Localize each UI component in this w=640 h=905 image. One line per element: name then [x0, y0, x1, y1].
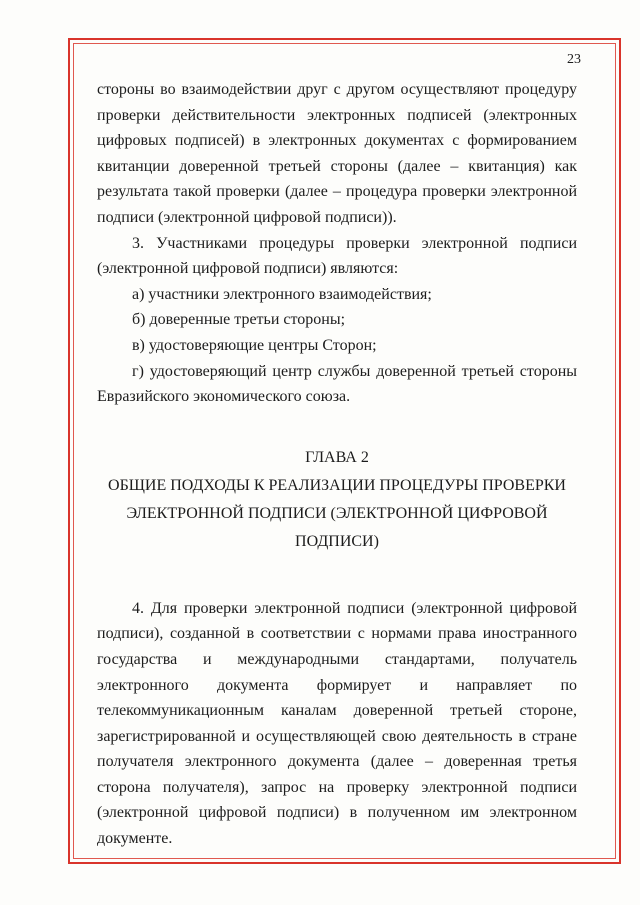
- paragraph-3: 3. Участниками процедуры проверки электронной подписи (электронной цифровой подписи) являются:: [97, 234, 577, 278]
- list-item-v: в) удостоверяющие центры Сторон;: [132, 336, 377, 354]
- document-body: [97, 77, 577, 852]
- list-item-a: а) участники электронного взаимодействия;: [132, 285, 432, 303]
- chapter-heading: ГЛАВА 2: [305, 448, 369, 466]
- page-number: 23: [567, 52, 581, 67]
- chapter-title: ОБЩИЕ ПОДХОДЫ К РЕАЛИЗАЦИИ ПРОЦЕДУРЫ ПРОВЕРКИ ЭЛЕКТРОННОЙ ПОДПИСИ (ЭЛЕКТРОННОЙ ЦИФРОВОЙ ПОДПИСИ): [108, 476, 566, 550]
- list-item-b: б) доверенные третьи стороны;: [132, 311, 346, 329]
- list-item-g: г) удостоверяющий центр службы доверенной третьей стороны Евразийского экономического союза.: [97, 362, 577, 406]
- paragraph-continuation: стороны во взаимодействии друг с другом осуществляют процедуру проверки действительности электронных подписей (электронных цифровых подписей) в электронных документах с формированием квитанции доверенной третьей стороны (далее – квитанция) как результата такой проверки (далее – процедура проверки электронной подписи (электронной цифровой подписи)).: [97, 81, 577, 226]
- paragraph-4: 4. Для проверки электронной подписи (электронной цифровой подписи), созданной в соответствии с нормами права иностранного государства и международными стандартами, получатель электронного документа формирует и направляет по телекоммуникационным каналам доверенной третьей стороне, зарегистрированной и осуществляющей свою деятельность в стране получателя электронного документа (далее – доверенная третья сторона получателя), запрос на проверку электронной подписи (электронной цифровой подписи) в полученном им электронном документе.: [97, 599, 577, 848]
